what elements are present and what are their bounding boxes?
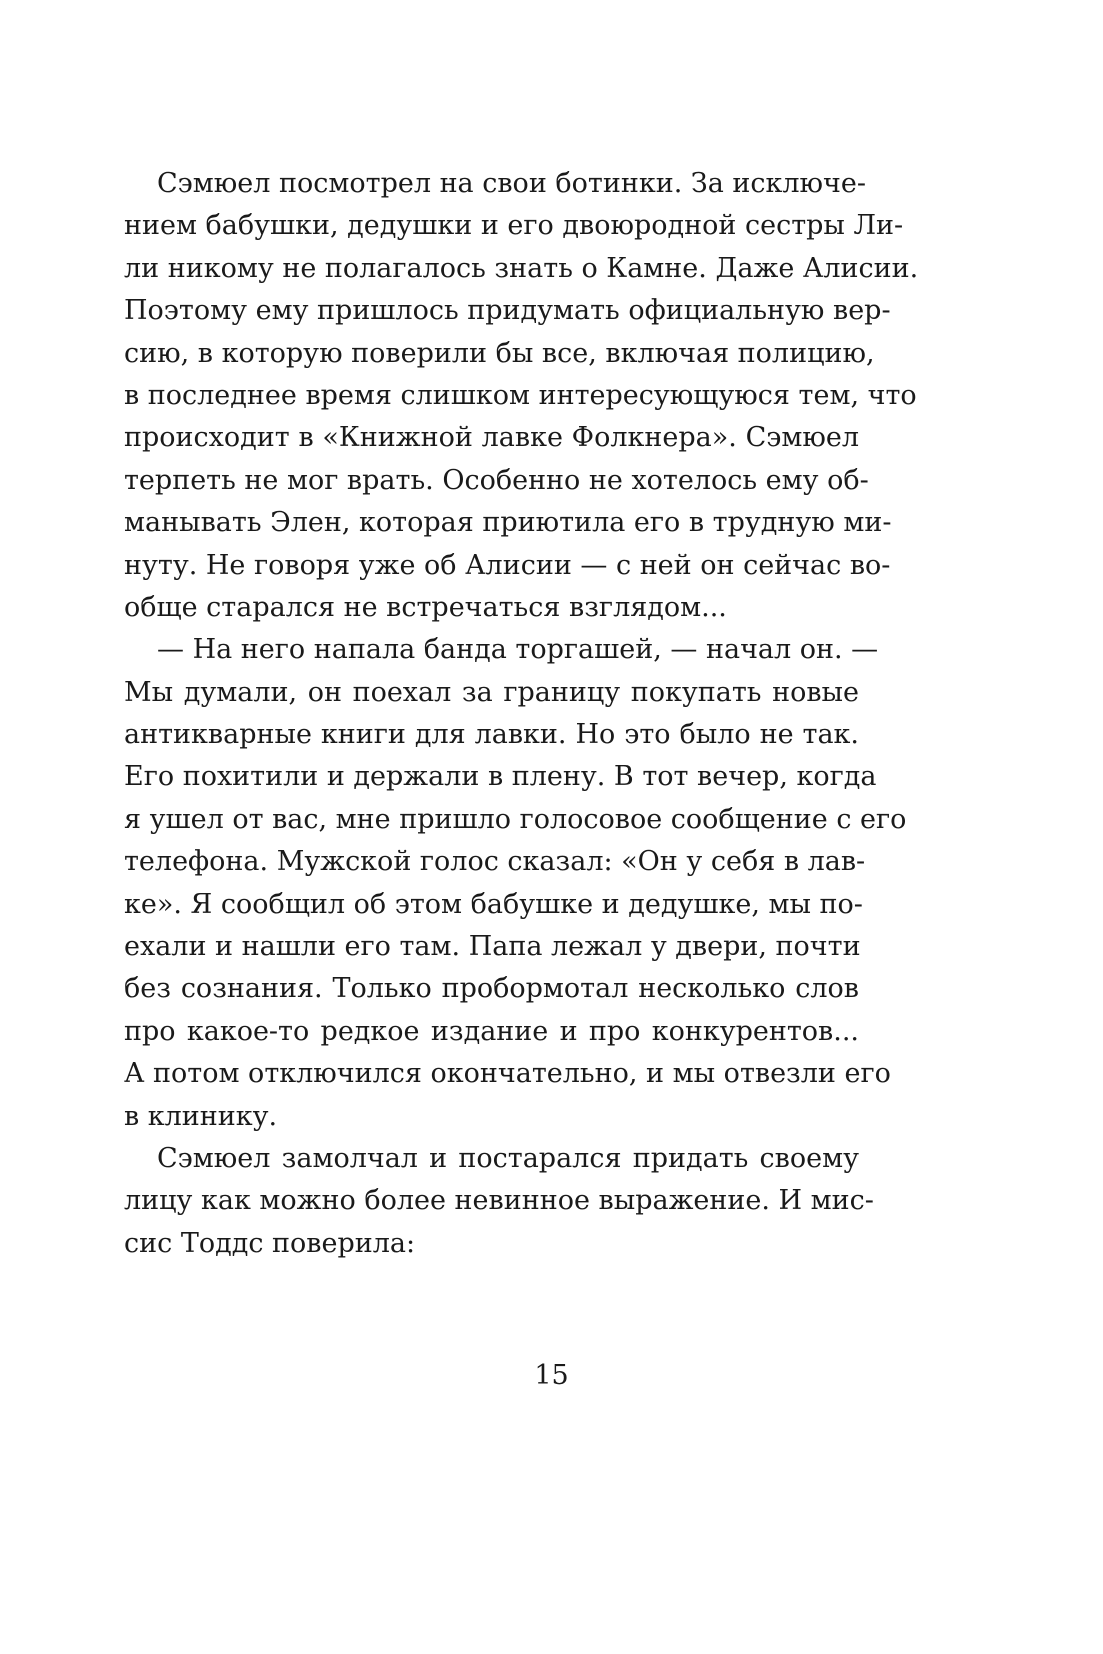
- text-line: ли никому не полагалось знать о Камне. Даже Алисии.: [124, 252, 919, 284]
- text-line: Мы думали, он поехал за границу покупать новые: [124, 676, 859, 708]
- paragraph: [124, 629, 907, 1138]
- text-line: без сознания. Только пробормотал несколько слов: [124, 973, 859, 1005]
- body-text: [124, 163, 919, 1265]
- text-line: я ушел от вас, мне пришло голосовое сообщение с его: [124, 803, 907, 835]
- text-line: нием бабушки, дедушки и его двоюродной сестры Ли-: [124, 210, 904, 242]
- text-line: про какое-то редкое издание и про конкурентов...: [124, 1015, 859, 1047]
- text-line: лицу как можно более невинное выражение. И мис-: [124, 1185, 874, 1217]
- page-number: 15: [534, 1360, 569, 1391]
- text-line: сию, в которую поверили бы все, включая полицию,: [124, 337, 875, 369]
- text-line: Сэмюел посмотрел на свои ботинки. За исключе-: [157, 168, 866, 199]
- text-line: нуту. Не говоря уже об Алисии — с ней он сейчас во-: [124, 549, 891, 581]
- text-line: происходит в «Книжной лавке Фолкнера». Сэмюел: [124, 422, 859, 454]
- text-line: сис Тоддс поверила:: [124, 1227, 416, 1259]
- text-line: ехали и нашли его там. Папа лежал у двери, почти: [124, 931, 861, 963]
- text-line: А потом отключился окончательно, и мы отвезли его: [124, 1058, 891, 1090]
- text-line: — На него напала банда торгашей, — начал он. —: [157, 634, 879, 666]
- text-line: ке». Я сообщил об этом бабушке и дедушке, мы по-: [124, 888, 863, 920]
- text-line: антикварные книги для лавки. Но это было не так.: [124, 719, 859, 751]
- text-line: телефона. Мужской голос сказал: «Он у себя в лав-: [124, 846, 866, 878]
- text-line: Его похитили и держали в плену. В тот вечер, когда: [124, 761, 877, 793]
- text-line: обще старался не встречаться взглядом...: [124, 591, 727, 623]
- text-line: манывать Элен, которая приютила его в трудную ми-: [124, 507, 892, 539]
- text-line: в клинику.: [124, 1100, 278, 1132]
- text-line: Поэтому ему пришлось придумать официальную вер-: [124, 295, 891, 327]
- paragraph: [124, 163, 919, 629]
- text-line: Сэмюел замолчал и постарался придать своему: [157, 1142, 859, 1174]
- paragraph: [124, 1138, 874, 1265]
- text-line: в последнее время слишком интересующуюся тем, что: [124, 379, 917, 411]
- text-line: терпеть не мог врать. Особенно не хотелось ему об-: [124, 464, 869, 496]
